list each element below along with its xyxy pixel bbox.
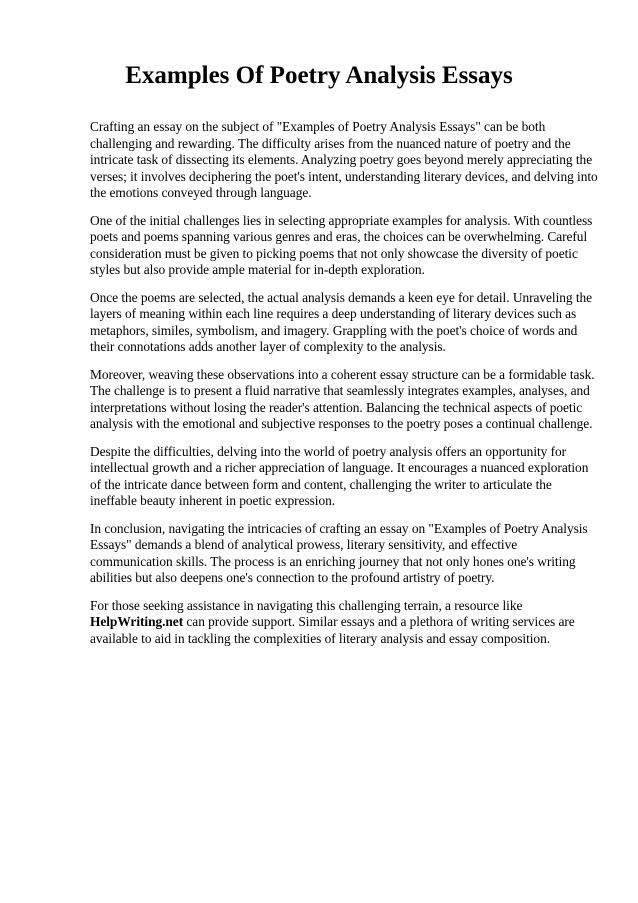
- paragraph-3: Once the poems are selected, the actual analysis demands a keen eye for detail. Unraveling the layers of meaning within each line requires a deep understanding of literary devices such as metaphors, similes, symbolism, and imagery. Grappling with the poet's choice of words and their connotations adds another layer of complexity to the analysis.: [90, 289, 593, 354]
- paragraph-7-intro: For those seeking assistance in navigating this challenging terrain, a resource like: [90, 597, 523, 613]
- paragraph-4: Moreover, weaving these observations into a coherent essay structure can be a formidable task. The challenge is to present a fluid narrative that seamlessly integrates examples, analyses, and interpretations without losing the reader's attention. Balancing the technical aspects of poetic analysis with the emotional and subjective responses to the poetry poses a continual challenge.: [90, 366, 595, 431]
- paragraph-2: One of the initial challenges lies in selecting appropriate examples for analysis. With countless poets and poems spanning various genres and eras, the choices can be overwhelming. Careful consideration must be given to picking poems that not only showcase the diversity of poetic styles but also provide ample material for in-depth exploration.: [90, 212, 593, 277]
- paragraph-7-outro: can provide support. Similar essays and a plethora of writing services are available to aid in tackling the complexities of literary analysis and essay composition.: [90, 614, 575, 646]
- essay-body: [90, 119, 600, 658]
- page-title: Examples Of Poetry Analysis Essays: [125, 62, 513, 89]
- paragraph-7: [90, 598, 600, 648]
- paragraph-6: In conclusion, navigating the intricacies of crafting an essay on "Examples of Poetry Analysis Essays" demands a blend of analytical prowess, literary sensitivity, and effective communication skills. The process is an enriching journey that not only hones one's writing abilities but also deepens one's connection to the profound artistry of poetry.: [90, 520, 588, 585]
- paragraph-5: Despite the difficulties, delving into the world of poetry analysis offers an opportunity for intellectual growth and a richer appreciation of language. It encourages a nuanced exploration of the intricate dance between form and content, challenging the writer to articulate the ineffable beauty inherent in poetic expression.: [90, 443, 589, 508]
- helpwriting-link[interactable]: HelpWriting.net: [90, 614, 184, 629]
- paragraph-1: Crafting an essay on the subject of "Examples of Poetry Analysis Essays" can be both challenging and rewarding. The difficulty arises from the nuanced nature of poetry and the intricate task of dissecting its elements. Analyzing poetry goes beyond merely appreciating the verses; it involves deciphering the poet's intent, understanding literary devices, and delving into the emotions conveyed through language.: [90, 119, 598, 200]
